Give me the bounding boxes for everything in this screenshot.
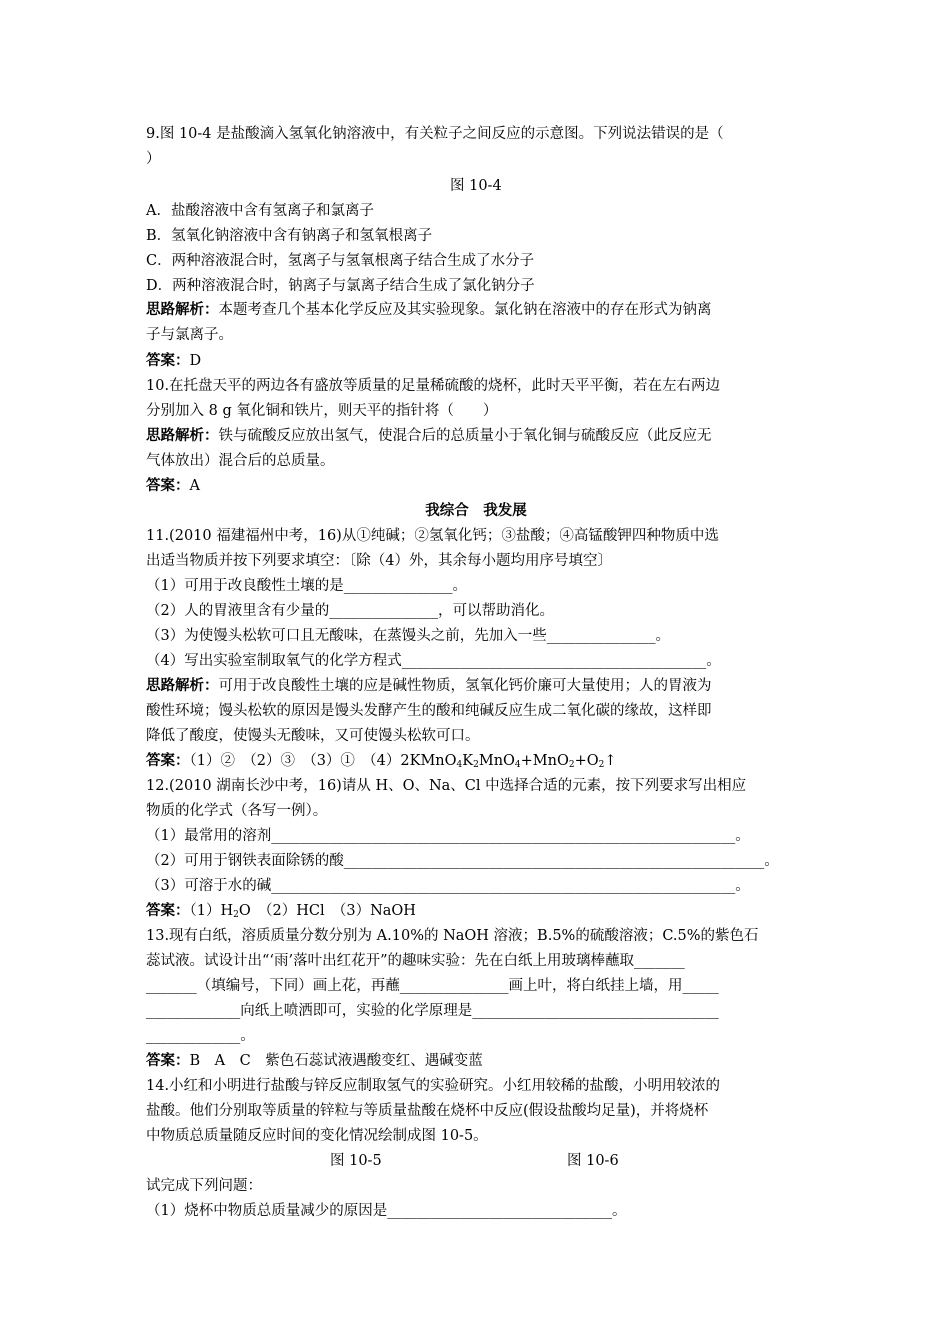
q11-answer-text: K: [462, 753, 474, 769]
q11-item-4: （4）写出实验室制取氧气的化学方程式__________________________________________。: [146, 653, 721, 669]
q12-item-1: （1）最常用的溶剂________________________________________________________________。: [146, 828, 750, 844]
q14-item-1: （1）烧杯中物质总质量减少的原因是_______________________________。: [146, 1203, 627, 1219]
q11-analysis-line-1: [146, 676, 712, 696]
q10-analysis-line-2: 气体放出）混合后的总质量。: [146, 453, 335, 469]
q12-stem-line-2: 物质的化学式（各写一例）。: [146, 803, 328, 819]
subscript: 2: [568, 760, 575, 770]
q12-answer-text: O （2）HCl （3）NaOH: [238, 903, 416, 919]
q9-analysis-label: 思路解析：: [146, 301, 219, 318]
q9-stem-line-1: 9.图 10-4 是盐酸滴入氢氧化钠溶液中，有关粒子之间反应的示意图。下列说法错误的是（: [146, 126, 724, 142]
q14-prompt: 试完成下列问题：: [146, 1178, 262, 1194]
q11-answer-text: +O: [574, 753, 599, 769]
q10-stem-line-2: 分别加入 8 g 氧化铜和铁片，则天平的指针将（ ）: [146, 403, 498, 419]
q9-analysis-text: 本题考查几个基本化学反应及其实验现象。氯化钠在溶液中的存在形式为钠离: [218, 302, 712, 318]
q10-analysis-text: 铁与硫酸反应放出氢气，使混合后的总质量小于氧化铜与硫酸反应（此反应无: [218, 428, 712, 444]
q11-answer-label: 答案：: [146, 752, 190, 769]
q11-answer-text: +MnO: [520, 753, 569, 769]
q13-stem-line-1: 13.现有白纸，溶质质量分数分别为 A.10%的 NaOH 溶液；B.5%的硫酸溶液；C.5%的紫色石: [146, 928, 759, 944]
subscript: 2: [473, 760, 479, 770]
q11-stem-line-1: 11.(2010 福建福州中考，16)从①纯碱；②氢氧化钙；③盐酸；④高锰酸钾四种物质中选: [146, 528, 719, 544]
q12-answer-label: 答案：: [146, 902, 190, 919]
q14-stem-line-2: 盐酸。他们分别取等质量的锌粒与等质量盐酸在烧杯中反应(假设盐酸均足量)，并将烧杯: [146, 1103, 709, 1119]
q9-option-c: C．两种溶液混合时，氢离子与氢氧根离子结合生成了水分子: [146, 253, 535, 269]
q9-option-b: B．氢氧化钠溶液中含有钠离子和氢氧根离子: [146, 228, 433, 244]
q13-stem-line-5: _____________。: [146, 1028, 255, 1044]
section-title: 我综合 我发展: [425, 502, 527, 519]
q11-answer: [146, 751, 617, 771]
q9-answer-label: 答案：: [146, 352, 190, 369]
q14-stem-line-3: 中物质总质量随反应时间的变化情况绘制成图 10-5。: [146, 1128, 488, 1144]
q10-analysis-line-1: [146, 426, 712, 446]
q11-answer-text: （1）② （2）③ （3）① （4）2KMnO: [189, 753, 457, 769]
q10-analysis-label: 思路解析：: [146, 427, 219, 444]
q11-item-2: （2）人的胃液里含有少量的_______________，可以帮助消化。: [146, 603, 554, 619]
q10-stem-line-1: 10.在托盘天平的两边各有盛放等质量的足量稀硫酸的烧杯，此时天平平衡，若在左右两边: [146, 378, 721, 394]
q9-option-d: D．两种溶液混合时，钠离子与氯离子结合生成了氯化钠分子: [146, 278, 535, 294]
q9-analysis-line-2: 子与氯离子。: [146, 327, 233, 343]
q14-figure-a-caption: 图 10-5: [330, 1153, 382, 1169]
q13-answer: [146, 1051, 483, 1071]
q12-item-2: （2）可用于钢铁表面除锈的酸__________________________________________________________。: [146, 853, 779, 869]
up-arrow-icon: ↑: [604, 753, 617, 769]
q12-answer-text: （1）H: [189, 903, 234, 919]
q13-stem-line-2: 蕊试液。试设计出“‘雨’落叶出红花开”的趣味实验：先在白纸上用玻璃棒蘸取_______: [146, 953, 685, 969]
q9-figure-caption: 图 10-4: [450, 178, 502, 194]
q11-stem-line-2: 出适当物质并按下列要求填空：〔除（4）外，其余每小题均用序号填空〕: [146, 553, 612, 569]
subscript: 2: [233, 910, 239, 920]
q12-answer: [146, 901, 416, 921]
q11-answer-text: MnO: [478, 753, 515, 769]
q11-analysis-line-2: 酸性环境；馒头松软的原因是馒头发酵产生的酸和纯碱反应生成二氧化碳的缘故，这样即: [146, 703, 712, 719]
q9-stem-line-2: ）: [146, 151, 161, 167]
q13-stem-line-4: _____________向纸上喷洒即可，实验的化学原理是__________________________________: [146, 1003, 719, 1019]
q11-item-1: （1）可用于改良酸性土壤的是_______________。: [146, 578, 467, 594]
q10-answer: [146, 476, 200, 496]
q9-analysis-line-1: [146, 300, 712, 320]
q12-item-3: （3）可溶于水的碱________________________________________________________________。: [146, 878, 750, 894]
q14-figure-b-caption: 图 10-6: [567, 1153, 619, 1169]
q9-answer: [146, 351, 201, 371]
subscript: 4: [456, 760, 463, 770]
q11-item-3: （3）为使馒头松软可口且无酸味，在蒸馒头之前，先加入一些_______________。: [146, 628, 670, 644]
subscript: 4: [514, 760, 521, 770]
q11-analysis-text: 可用于改良酸性土壤的应是碱性物质，氢氧化钙价廉可大量使用；人的胃液为: [218, 678, 712, 694]
q10-answer-label: 答案：: [146, 477, 190, 494]
q10-answer-value: A: [189, 478, 200, 494]
q14-stem-line-1: 14.小红和小明进行盐酸与锌反应制取氢气的实验研究。小红用较稀的盐酸，小明用较浓的: [146, 1078, 721, 1094]
q13-answer-value: B A C 紫色石蕊试液遇酸变红、遇碱变蓝: [189, 1053, 483, 1069]
q11-analysis-line-3: 降低了酸度，使馒头无酸味，又可使馒头松软可口。: [146, 728, 480, 744]
q9-answer-value: D: [189, 353, 202, 369]
subscript: 2: [598, 760, 605, 770]
q9-option-a: A．盐酸溶液中含有氢离子和氯离子: [146, 203, 374, 219]
q13-stem-line-3: _______（填编号，下同）画上花，再蘸_______________画上叶，将白纸挂上墙，用_____: [146, 978, 719, 994]
q13-answer-label: 答案：: [146, 1052, 190, 1069]
q12-stem-line-1: 12.(2010 湖南长沙中考，16)请从 H、O、Na、Cl 中选择合适的元素，按下列要求写出相应: [146, 778, 747, 794]
q11-analysis-label: 思路解析：: [146, 677, 219, 694]
